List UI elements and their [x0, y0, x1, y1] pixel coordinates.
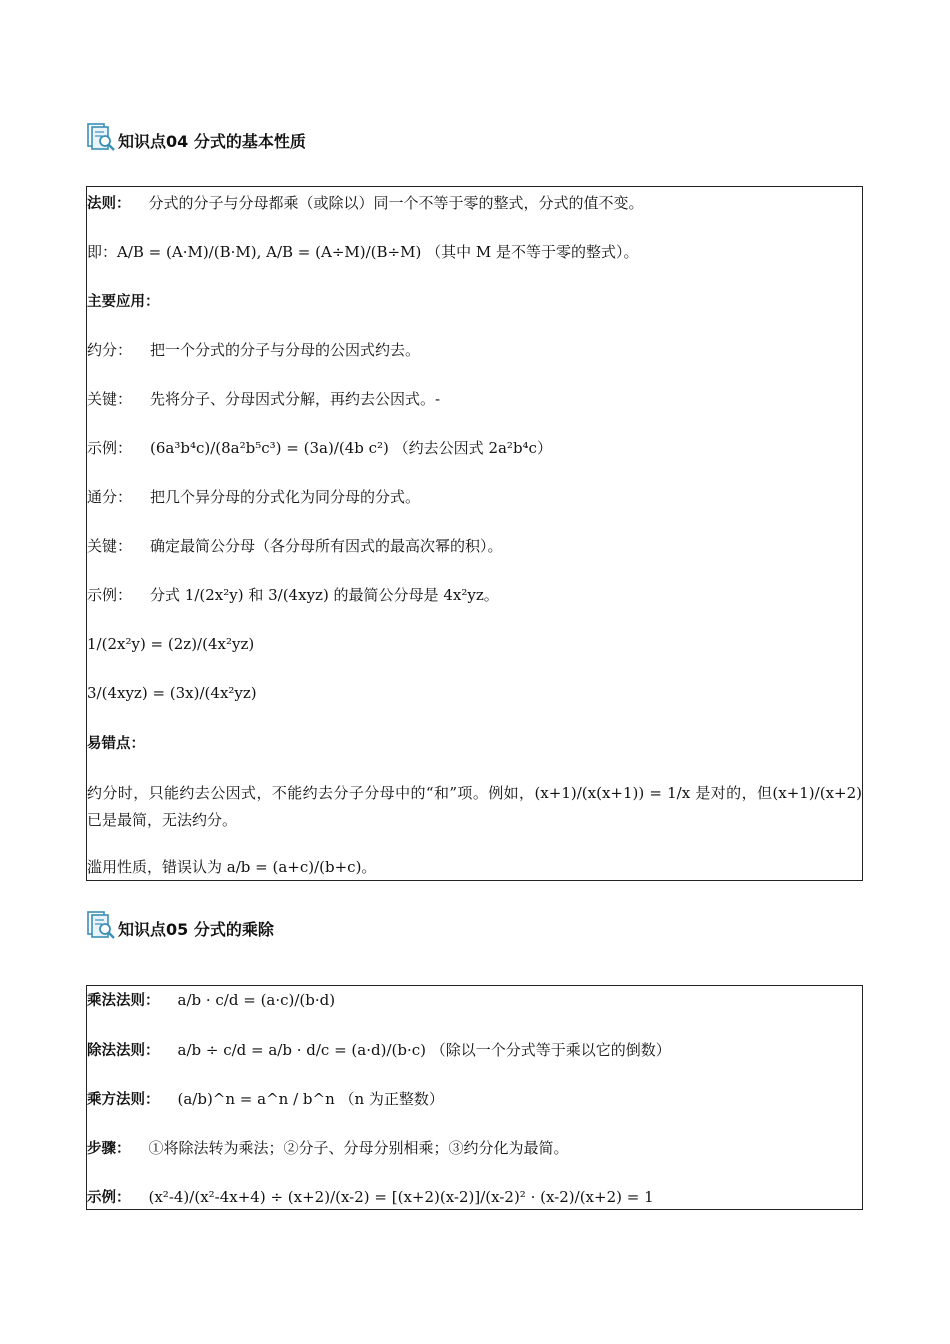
section-05-title: 知识点05 分式的乘除 [118, 920, 274, 939]
rule-text: 分式的分子与分母都乘（或除以）同一个不等于零的整式，分式的值不变。 [148, 194, 644, 212]
steps-label: 步骤： [87, 1141, 131, 1157]
mistake2-line: 滥用性质，错误认为 a/b = (a+c)/(b+c)。 [87, 858, 377, 876]
equation2-line: 3/(4xyz) = (3x)/(4x²yz) [87, 684, 257, 702]
common-text: 把几个异分母的分式化为同分母的分式。 [150, 488, 421, 506]
reduce-label: 约分： [87, 341, 133, 359]
magnifier-document-icon [86, 910, 116, 940]
mistakes-label: 易错点： [87, 736, 145, 752]
example2-line [87, 584, 862, 606]
key2-label: 关键： [87, 537, 133, 555]
multiply-rule-text: a/b · c/d = (a·c)/(b·d) [177, 991, 336, 1009]
equation1-line: 1/(2x²y) = (2z)/(4x²yz) [87, 635, 255, 653]
mistakes-line [87, 732, 862, 755]
power-rule-line [87, 1088, 862, 1111]
section-05-heading [86, 906, 274, 940]
formula-line: 即：A/B = (A·M)/(B·M), A/B = (A÷M)/(B÷M) （其中 M 是不等于零的整式）。 [87, 243, 639, 261]
multiply-rule-line [87, 989, 862, 1012]
section-05-box [86, 985, 863, 1210]
common-label: 通分： [87, 488, 133, 506]
example1-label: 示例： [87, 439, 133, 457]
steps-text: ①将除法转为乘法；②分子、分母分别相乘；③约分化为最简。 [148, 1139, 569, 1157]
example-line [87, 1186, 862, 1209]
key1-text: 先将分子、分母因式分解，再约去公因式。- [150, 390, 441, 408]
reduce-line [87, 339, 862, 361]
rule-line [87, 192, 862, 215]
example1-text: (6a³b⁴c)/(8a²b⁵c³) = (3a)/(4b c²) （约去公因式 2a²b⁴c） [150, 439, 552, 457]
section-04-heading [86, 118, 306, 152]
key1-line [87, 388, 862, 410]
example-text: (x²-4)/(x²-4x+4) ÷ (x+2)/(x-2) = [(x+2)(x-2)]/(x-2)² · (x-2)/(x+2) = 1 [148, 1188, 654, 1206]
example1-line [87, 437, 862, 459]
key2-text: 确定最简公分母（各分母所有因式的最高次幂的积）。 [150, 537, 503, 555]
mistake1-paragraph: 约分时，只能约去公因式，不能约去分子分母中的“和”项。例如，(x+1)/(x(x+1)) = 1/x 是对的，但(x+1)/(x+2) 已是最简，无法约分。 [87, 784, 862, 829]
divide-rule-line [87, 1039, 862, 1062]
example-label: 示例： [87, 1190, 131, 1206]
rule-label: 法则： [87, 196, 131, 212]
divide-rule-label: 除法法则： [87, 1043, 160, 1059]
section-04-box [86, 186, 863, 881]
example2-label: 示例： [87, 586, 133, 604]
magnifier-document-icon [86, 122, 116, 152]
example2-text: 分式 1/(2x²y) 和 3/(4xyz) 的最简公分母是 4x²yz。 [150, 586, 499, 604]
applications-label: 主要应用： [87, 294, 160, 310]
power-rule-label: 乘方法则： [87, 1092, 160, 1108]
key1-label: 关键： [87, 390, 133, 408]
key2-line [87, 535, 862, 557]
reduce-text: 把一个分式的分子与分母的公因式约去。 [150, 341, 421, 359]
common-line [87, 486, 862, 508]
section-04-title: 知识点04 分式的基本性质 [118, 132, 306, 151]
divide-rule-text: a/b ÷ c/d = a/b · d/c = (a·d)/(b·c) （除以一个分式等于乘以它的倒数） [177, 1041, 671, 1059]
power-rule-text: (a/b)^n = a^n / b^n （n 为正整数） [177, 1090, 444, 1108]
multiply-rule-label: 乘法法则： [87, 993, 160, 1009]
applications-line [87, 290, 862, 313]
steps-line [87, 1137, 862, 1160]
